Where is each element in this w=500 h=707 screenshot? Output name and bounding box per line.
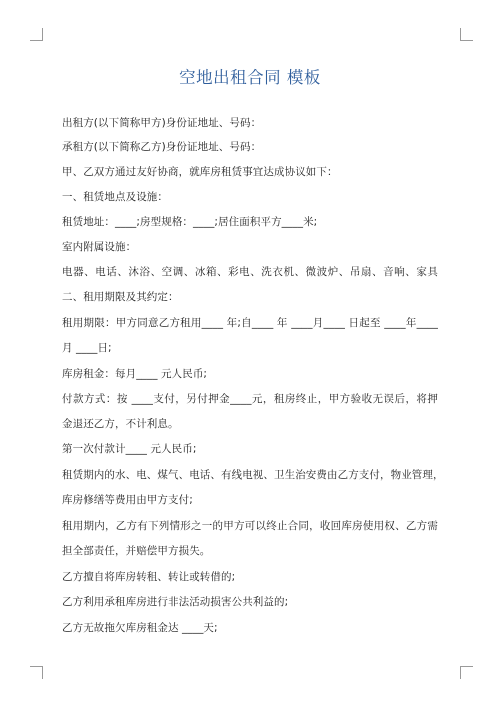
lessor-info-line: 出租方(以下简称甲方)身份证地址、号码： xyxy=(62,117,262,129)
sublease-clause: 乙方擅自将库房转租、转让或转借的; xyxy=(62,571,236,583)
first-payment-line: 第一次付款计____ 元人民币; xyxy=(62,443,197,455)
crop-mark-bottom-right xyxy=(460,666,473,679)
rent-amount-line: 库房租金：每月____ 元人民币; xyxy=(62,368,208,380)
agreement-intro: 甲、乙双方通过友好协商，就库房租赁事宜达成协议如下： xyxy=(62,166,338,178)
payment-method-line: 付款方式：按 ____支付，另付押金____元，租房终止，甲方验收无误后，将押 xyxy=(62,393,438,405)
crop-mark-bottom-left xyxy=(30,666,43,679)
section-1-heading: 一、租赁地点及设施： xyxy=(62,191,168,203)
rental-address-line: 租赁地址：____;房型规格：____;居住面积平方____米; xyxy=(62,216,318,228)
facilities-heading: 室内附属设施： xyxy=(62,241,137,253)
crop-mark-top-right xyxy=(460,28,473,41)
payment-method-line-cont: 金退还乙方，不计利息。 xyxy=(62,418,179,430)
facilities-list: 电器、电话、沐浴、空调、冰箱、彩电、洗衣机、微波炉、吊扇、音响、家具 xyxy=(62,266,438,278)
utilities-line: 租赁期内的水、电、煤气、电话、有线电视、卫生治安费由乙方支付，物业管理， xyxy=(62,469,444,481)
document-title: 空地出租合同 模板 xyxy=(179,68,321,87)
lessee-info-line: 承租方(以下简称乙方)身份证地址、号码： xyxy=(62,141,262,153)
illegal-use-clause: 乙方利用承租库房进行非法活动损害公共利益的; xyxy=(62,596,289,608)
rental-period-line-cont: 月 ____日; xyxy=(62,342,112,354)
termination-line: 租用期内，乙方有下列情形之一的甲方可以终止合同，收回库房使用权、乙方需 xyxy=(62,520,438,532)
crop-mark-top-left xyxy=(30,28,43,41)
section-2-heading: 二、租用期限及其约定： xyxy=(62,291,179,303)
rental-period-line: 租用期限：甲方同意乙方租用____ 年;自____ 年 ____月____ 日起至 ____年____ xyxy=(62,317,438,329)
utilities-line-cont: 库房修缮等费用由甲方支付; xyxy=(62,494,193,506)
termination-line-cont: 担全部责任，并赔偿甲方损失。 xyxy=(62,545,211,557)
arrears-clause: 乙方无故拖欠库房租金达 ____天; xyxy=(62,622,218,634)
